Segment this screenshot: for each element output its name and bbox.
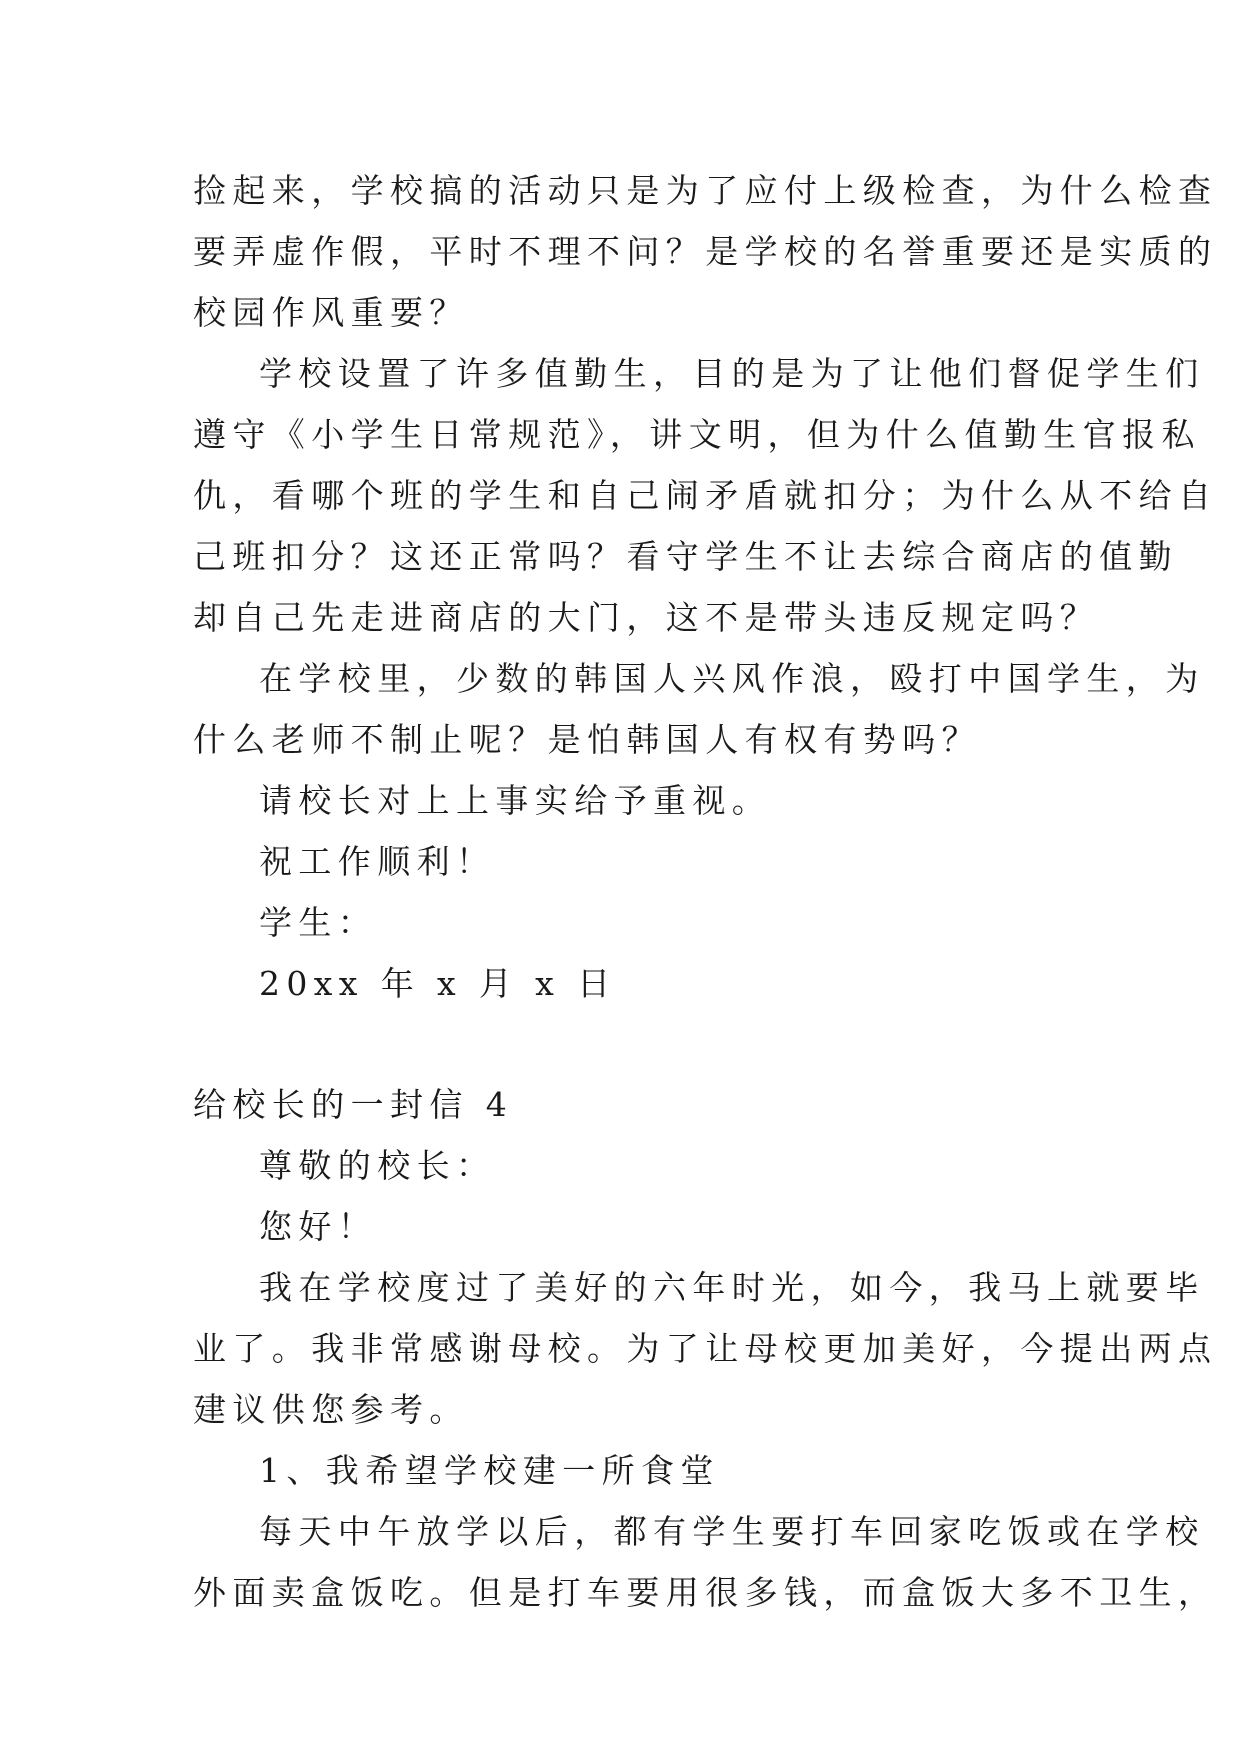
- document-page: [193, 160, 1218, 1623]
- signature: 学生：: [259, 903, 378, 942]
- text-line: 什么老师不制止呢？是怕韩国人有权有势吗？: [193, 720, 981, 759]
- text-line: 己班扣分？这还正常吗？看守学生不让去综合商店的值勤: [193, 537, 1178, 576]
- paragraph: [193, 160, 1218, 343]
- text-line: 我在学校度过了美好的六年时光，如今，我马上就要毕: [259, 1268, 1205, 1307]
- paragraph: 请校长对上上事实给予重视。: [259, 781, 772, 820]
- letter-title: 给校长的一封信 4: [193, 1085, 514, 1124]
- text-line: 仇，看哪个班的学生和自己闹矛盾就扣分；为什么从不给自: [193, 476, 1218, 515]
- greeting: 您好！: [259, 1207, 378, 1246]
- paragraph: [193, 648, 1205, 770]
- text-line: 要弄虚作假，平时不理不问？是学校的名誉重要还是实质的: [193, 232, 1218, 271]
- paragraph: [193, 1501, 1218, 1623]
- paragraph: [193, 343, 1218, 648]
- text-line: 业了。我非常感谢母校。为了让母校更加美好，今提出两点: [193, 1329, 1218, 1368]
- section-gap: [193, 1014, 1055, 1074]
- point-heading: 1、我希望学校建一所食堂: [259, 1451, 720, 1490]
- text-line: 建议供您参考。: [193, 1390, 469, 1429]
- text-line: 却自己先走进商店的大门，这不是带头违反规定吗？: [193, 598, 1100, 637]
- text-line: 在学校里，少数的韩国人兴风作浪，殴打中国学生，为: [259, 659, 1205, 698]
- date: 20xx 年 x 月 x 日: [259, 964, 617, 1003]
- text-line: 每天中午放学以后，都有学生要打车回家吃饭或在学校: [259, 1512, 1205, 1551]
- closing-line: 祝工作顺利！: [259, 842, 496, 881]
- text-line: 捡起来，学校搞的活动只是为了应付上级检查，为什么检查: [193, 171, 1218, 210]
- salutation: 尊敬的校长：: [259, 1146, 496, 1185]
- text-line: 校园作风重要？: [193, 293, 469, 332]
- text-line: 学校设置了许多值勤生，目的是为了让他们督促学生们: [259, 354, 1205, 393]
- text-line: 遵守《小学生日常规范》，讲文明，但为什么值勤生官报私: [193, 415, 1201, 454]
- paragraph: [193, 1257, 1218, 1440]
- text-line: 外面卖盒饭吃。但是打车要用很多钱，而盒饭大多不卫生，: [193, 1573, 1218, 1612]
